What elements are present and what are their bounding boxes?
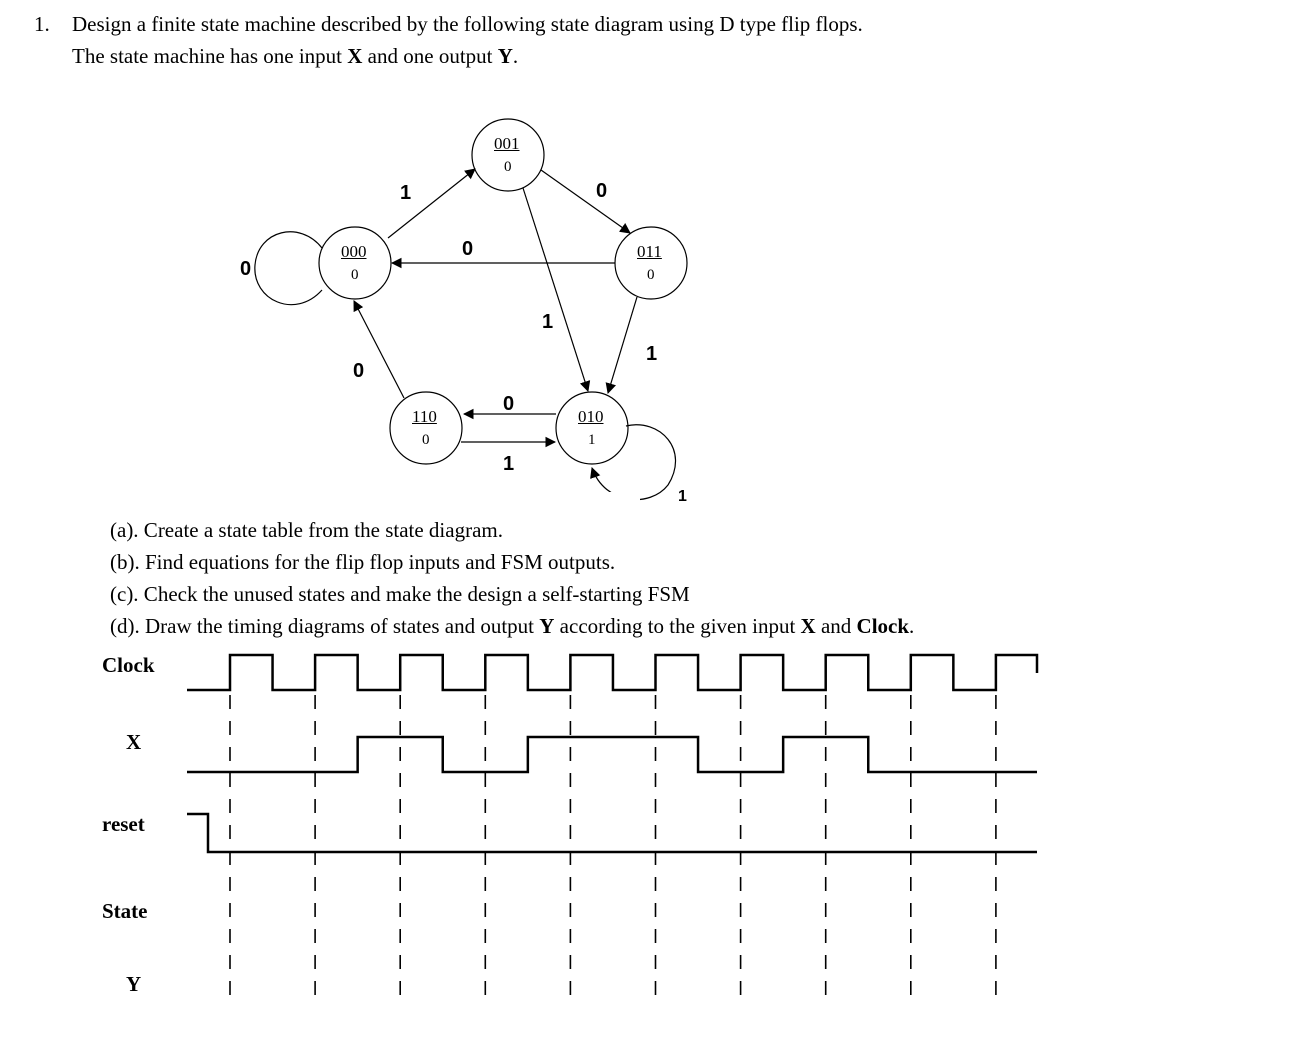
state-110-output: 0: [422, 432, 430, 448]
task-c: (c). Check the unused states and make the design a self-starting FSM: [110, 582, 690, 606]
edge-self-000: [255, 232, 322, 305]
edge-label-self-010: 1: [678, 488, 687, 505]
edge-label-000-001: 1: [400, 182, 412, 204]
edge-label-010-110: 0: [503, 393, 515, 415]
state-001-output: 0: [504, 159, 512, 175]
edge-001-011: [541, 170, 630, 233]
state-001-code: 001: [494, 134, 520, 153]
edge-label-110-000: 0: [353, 360, 365, 382]
problem-line-1: Design a finite state machine described by the following state diagram using D type flip flops.: [72, 12, 863, 36]
state-000-circle: [319, 227, 391, 299]
edge-label-011-010: 1: [646, 343, 658, 365]
state-010-circle: [556, 392, 628, 464]
edge-011-010: [608, 297, 637, 393]
task-b: (b). Find equations for the flip flop inputs and FSM outputs.: [110, 550, 616, 574]
state-011-circle: [615, 227, 687, 299]
timing-label-clock: Clock: [102, 653, 155, 677]
task-a: (a). Create a state table from the state diagram.: [110, 518, 503, 542]
state-000-code: 000: [341, 242, 367, 261]
edge-label-110-010: 1: [503, 453, 515, 475]
edge-110-000: [354, 301, 404, 398]
timing-label-state: State: [102, 899, 148, 923]
edge-label-011-000: 0: [462, 238, 474, 260]
clock-waveform: [187, 655, 1037, 690]
state-000-output: 0: [351, 267, 359, 283]
state-010-code: 010: [578, 407, 604, 426]
timing-label-x: X: [126, 730, 142, 754]
clock-edge-guides: [230, 695, 996, 1002]
edge-label-001-010: 1: [542, 311, 554, 333]
state-011-code: 011: [637, 242, 662, 261]
state-001-circle: [472, 119, 544, 191]
edge-001-010: [523, 188, 588, 391]
edge-label-self-000: 0: [240, 258, 252, 280]
problem-number: 1.: [34, 12, 50, 36]
reset-waveform: [187, 814, 1037, 852]
timing-label-y: Y: [126, 972, 142, 996]
x-waveform: [187, 737, 1037, 772]
state-110-code: 110: [412, 407, 437, 426]
state-011-output: 0: [647, 267, 655, 283]
state-110-circle: [390, 392, 462, 464]
problem-line-2: The state machine has one input X and one output Y.: [72, 44, 519, 68]
timing-label-reset: reset: [102, 812, 145, 836]
task-d: (d). Draw the timing diagrams of states and output Y according to the given input X and Clock.: [110, 614, 915, 638]
edge-label-001-011: 0: [596, 180, 608, 202]
state-010-output: 1: [588, 432, 596, 448]
